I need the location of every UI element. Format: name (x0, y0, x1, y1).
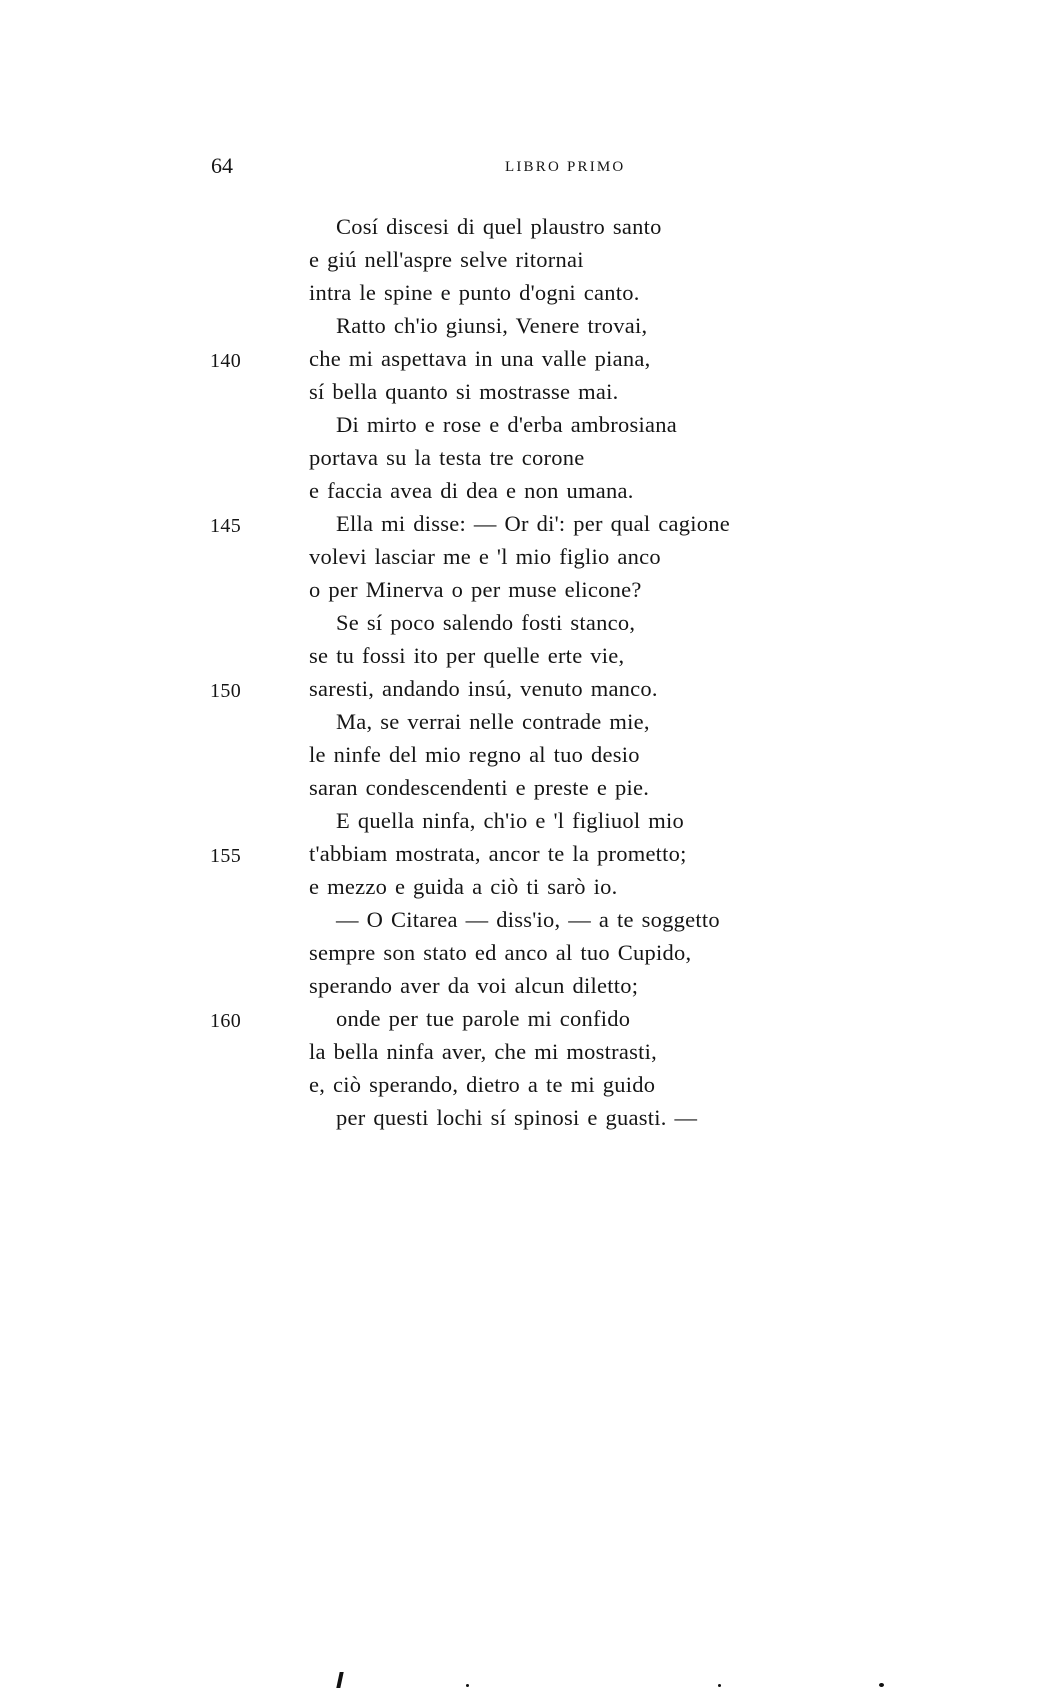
scan-speck-mark (718, 1684, 721, 1687)
verse-text: e, ciò sperando, dietro a te mi guido (309, 1072, 656, 1097)
verse-line (0, 1104, 1046, 1137)
running-title: LIBRO PRIMO (505, 159, 626, 175)
scan-speck-mark (466, 1684, 469, 1687)
verse-text: t'abbiam mostrata, ancor te la prometto; (309, 841, 687, 866)
verse-number: 145 (210, 515, 242, 537)
verse-text: Se sí poco salendo fosti stanco, (336, 610, 636, 635)
verse-text: Ella mi disse: — Or di': per qual cagione (336, 511, 730, 536)
verse-line (0, 543, 1046, 576)
verse-line (0, 939, 1046, 972)
scan-speck-mark (336, 1672, 343, 1688)
verse-line (0, 708, 1046, 741)
verse-text: sempre son stato ed anco al tuo Cupido, (309, 940, 692, 965)
verse-text: intra le spine e punto d'ogni canto. (309, 280, 640, 305)
verse-text: saran condescendenti e preste e pie. (309, 775, 650, 800)
verse-line (0, 1005, 1046, 1038)
verse-text: e mezzo e guida a ciò ti sarò io. (309, 874, 618, 899)
verse-line (0, 510, 1046, 543)
verse-text: Di mirto e rose e d'erba ambrosiana (336, 412, 677, 437)
verse-text: E quella ninfa, ch'io e 'l figliuol mio (336, 808, 685, 833)
scan-speck-mark (879, 1683, 884, 1687)
verse-text: portava su la testa tre corone (309, 445, 585, 470)
verse-line (0, 873, 1046, 906)
verse-line (0, 213, 1046, 246)
verse-line (0, 411, 1046, 444)
verse-line (0, 609, 1046, 642)
verse-line (0, 906, 1046, 939)
verse-line (0, 741, 1046, 774)
verse-text: e faccia avea di dea e non umana. (309, 478, 634, 503)
verse-text: onde per tue parole mi confido (336, 1006, 631, 1031)
poem-text (0, 213, 1046, 1137)
verse-line (0, 840, 1046, 873)
verse-text: Cosí discesi di quel plaustro santo (336, 214, 662, 239)
verse-line (0, 246, 1046, 279)
verse-text: se tu fossi ito per quelle erte vie, (309, 643, 625, 668)
page-number: 64 (211, 153, 233, 178)
verse-line (0, 279, 1046, 312)
verse-line (0, 312, 1046, 345)
verse-line (0, 774, 1046, 807)
verse-number: 155 (210, 845, 242, 867)
verse-text: Ratto ch'io giunsi, Venere trovai, (336, 313, 648, 338)
verse-text: per questi lochi sí spinosi e guasti. — (336, 1105, 698, 1130)
verse-text: sperando aver da voi alcun diletto; (309, 973, 639, 998)
verse-line (0, 477, 1046, 510)
verse-text: e giú nell'aspre selve ritornai (309, 247, 584, 272)
verse-line (0, 807, 1046, 840)
verse-number: 160 (210, 1010, 242, 1032)
verse-text: — O Citarea — diss'io, — a te soggetto (336, 907, 720, 932)
verse-line (0, 972, 1046, 1005)
verse-text: sí bella quanto si mostrasse mai. (309, 379, 619, 404)
verse-text: saresti, andando insú, venuto manco. (309, 676, 658, 701)
verse-line (0, 642, 1046, 675)
verse-line (0, 1071, 1046, 1104)
verse-number: 150 (210, 680, 242, 702)
verse-text: che mi aspettava in una valle piana, (309, 346, 651, 371)
verse-text: volevi lasciar me e 'l mio figlio anco (309, 544, 661, 569)
verse-text: la bella ninfa aver, che mi mostrasti, (309, 1039, 657, 1064)
verse-number: 140 (210, 350, 242, 372)
verse-line (0, 675, 1046, 708)
verse-line (0, 576, 1046, 609)
verse-line (0, 345, 1046, 378)
verse-text: o per Minerva o per muse elicone? (309, 577, 642, 602)
verse-line (0, 1038, 1046, 1071)
verse-text: Ma, se verrai nelle contrade mie, (336, 709, 650, 734)
verse-line (0, 378, 1046, 411)
verse-line (0, 444, 1046, 477)
verse-text: le ninfe del mio regno al tuo desio (309, 742, 640, 767)
